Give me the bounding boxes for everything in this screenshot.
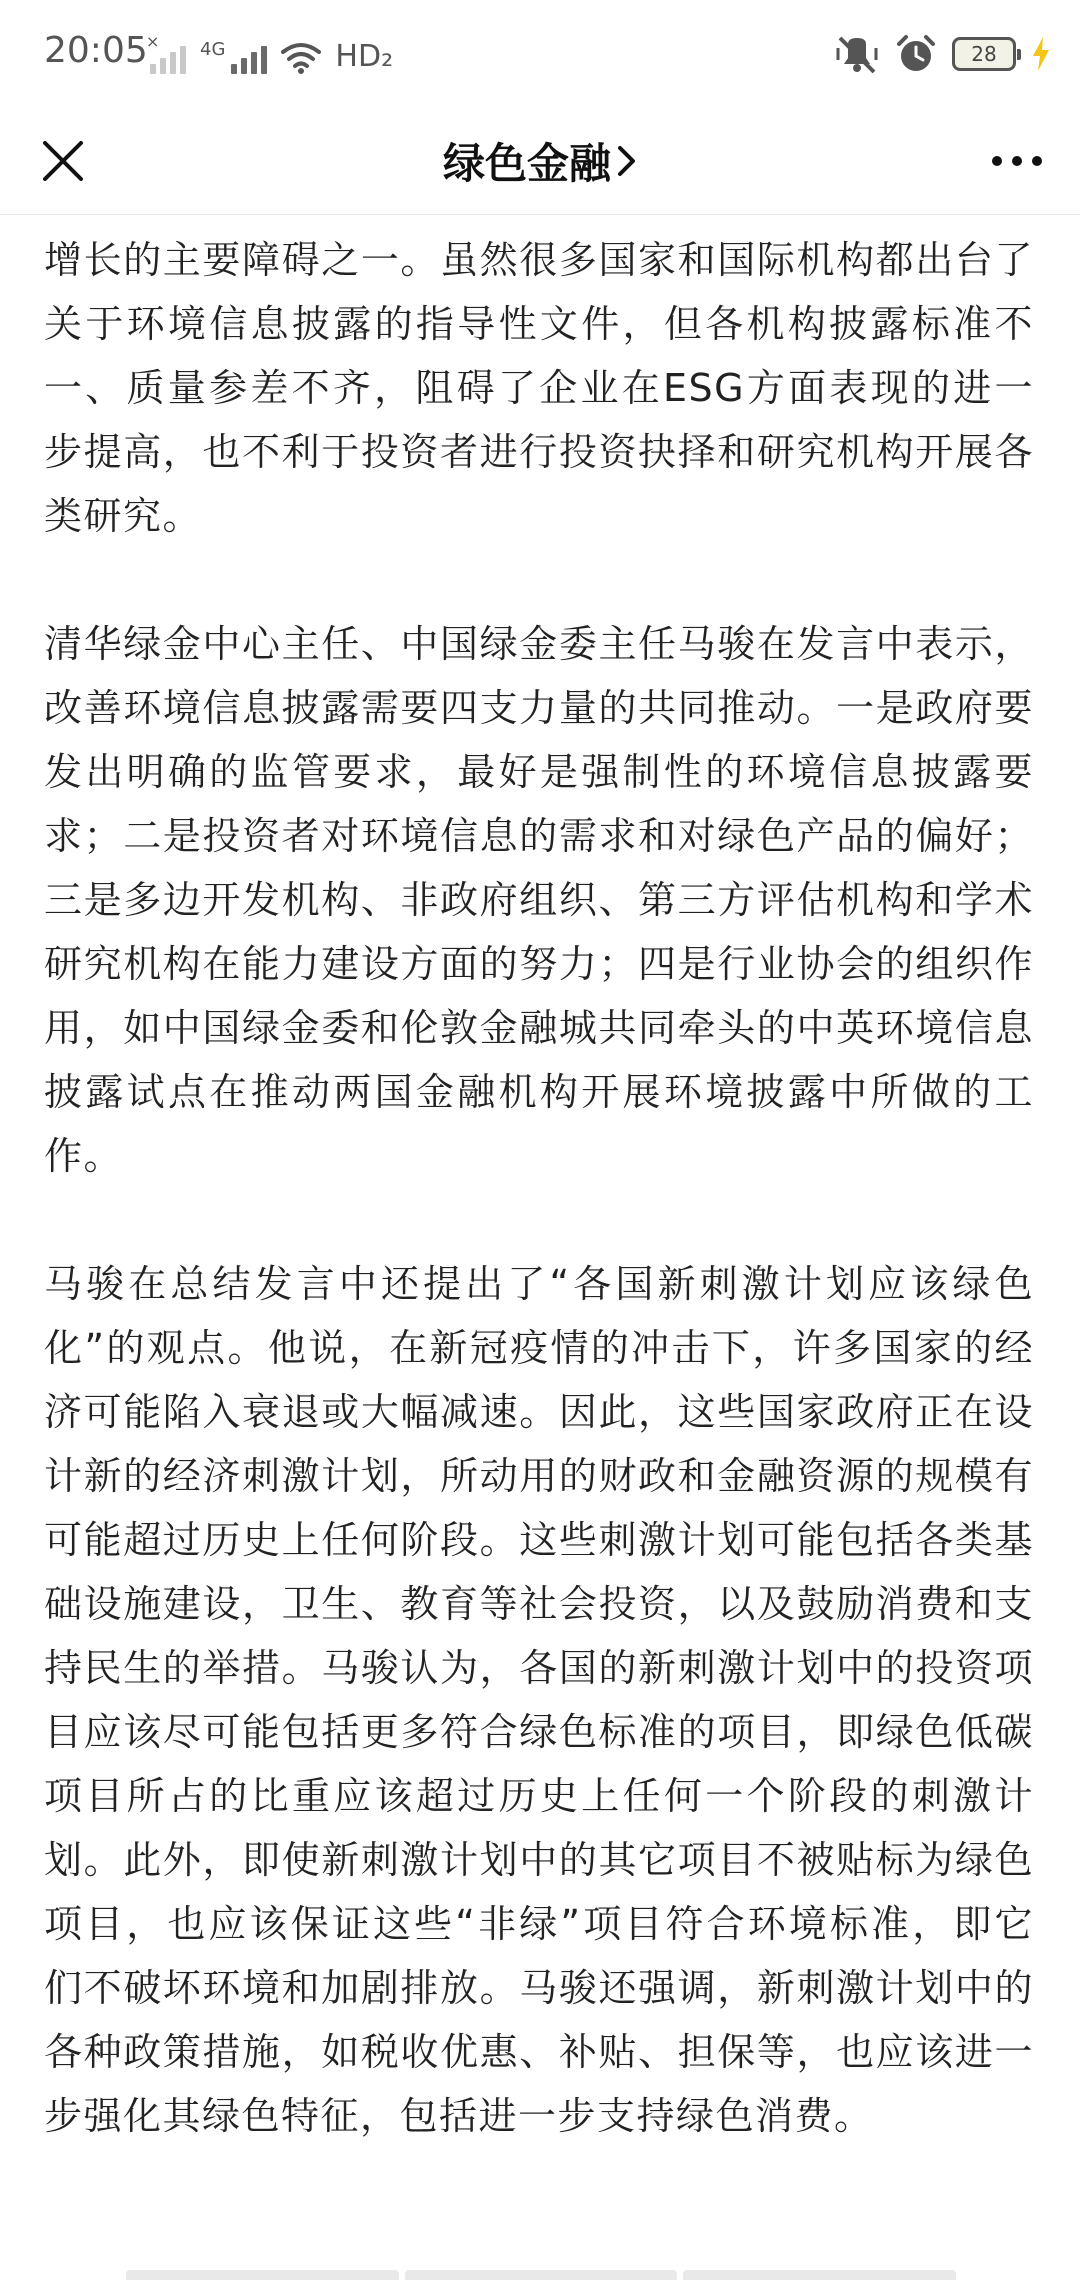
close-icon xyxy=(41,139,85,183)
bottom-action-tab[interactable] xyxy=(683,2270,956,2280)
account-title-link[interactable] xyxy=(443,131,637,191)
article-paragraph: 增长的主要障碍之一。虽然很多国家和国际机构都出台了关于环境信息披露的指导性文件，但各机构披露标准不一、质量参差不齐，阻碍了企业在ESG方面表现的进一步提高，也不利于投资者进行投资抉择和研究机构开展各类研究。 xyxy=(44,238,1034,538)
close-button[interactable] xyxy=(28,126,98,196)
article-body xyxy=(44,228,1034,2212)
chevron-right-icon xyxy=(617,144,637,178)
status-bar xyxy=(0,0,1080,108)
hd-voice-label: HD₂ xyxy=(335,39,394,74)
charging-icon xyxy=(1032,37,1050,71)
more-button[interactable] xyxy=(982,126,1052,196)
status-left-icons xyxy=(146,32,394,74)
article-paragraph: 清华绿金中心主任、中国绿金委主任马骏在发言中表示，改善环境信息披露需要四支力量的共同推动。一是政府要发出明确的监管要求，最好是强制性的环境信息披露要求；二是投资者对环境信息的需求和对绿色产品的偏好；三是多边开发机构、非政府组织、第三方评估机构和学术研究机构在能力建设方面的努力；四是行业协会的组织作用，如中国绿金委和伦敦金融城共同牵头的中英环境信息披露试点在推动两国金融机构开展环境披露中所做的工作。 xyxy=(44,622,1034,1178)
vibrate-icon xyxy=(834,34,880,74)
more-icon xyxy=(991,155,1043,167)
bottom-action-tab[interactable] xyxy=(126,2270,399,2280)
bottom-action-tab[interactable] xyxy=(405,2270,678,2280)
signal-4g-icon xyxy=(231,40,267,74)
battery-icon xyxy=(952,37,1016,71)
article-paragraph: 马骏在总结发言中还提出了“各国新刺激计划应该绿色化”的观点。他说，在新冠疫情的冲击下，许多国家的经济可能陷入衰退或大幅减速。因此，这些国家政府正在设计新的经济刺激计划，所动用的财政和金融资源的规模有可能超过历史上任何阶段。这些刺激计划可能包括各类基础设施建设，卫生、教育等社会投资，以及鼓励消费和支持民生的举措。马骏认为，各国的新刺激计划中的投资项目应该尽可能包括更多符合绿色标准的项目，即绿色低碳项目所占的比重应该超过历史上任何一个阶段的刺激计划。此外，即使新刺激计划中的其它项目不被贴标为绿色项目，也应该保证这些“非绿”项目符合环境标准，即它们不破坏环境和加剧排放。马骏还强调，新刺激计划中的各种政策措施，如税收优惠、补贴、担保等，也应该进一步强化其绿色特征，包括进一步支持绿色消费。 xyxy=(44,1262,1034,2138)
nav-title-wrapper xyxy=(0,108,1080,214)
alarm-icon xyxy=(896,34,936,74)
battery-level: 28 xyxy=(971,42,997,66)
signal-x-icon: × xyxy=(150,40,186,74)
bottom-action-bar xyxy=(126,2270,956,2280)
wifi-icon xyxy=(281,42,321,74)
network-type-label: 4G xyxy=(200,39,226,60)
nav-bar xyxy=(0,108,1080,215)
status-right-icons xyxy=(834,32,1050,76)
page-title: 绿色金融 xyxy=(442,139,611,188)
status-time: 20:05 xyxy=(44,30,148,71)
